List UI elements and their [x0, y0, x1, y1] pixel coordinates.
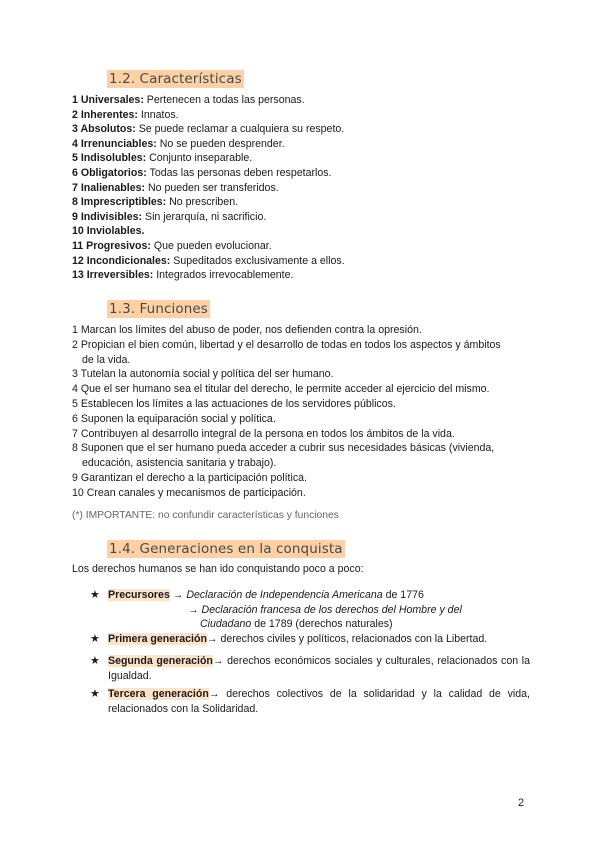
list-item: 8 Imprescriptibles: No prescriben. — [72, 196, 239, 209]
precursores-label: Precursores — [108, 589, 170, 601]
list-item: 4 Que el ser humano sea el titular del derecho, le permite acceder al ejercicio del mismo. — [72, 383, 490, 396]
list-item: 5 Indisolubles: Conjunto inseparable. — [72, 152, 253, 165]
list-item: 11 Progresivos: Que pueden evolucionar. — [72, 239, 272, 252]
page-number: 2 — [518, 797, 525, 809]
important-note: (*) IMPORTANTE: no confundir características y funciones — [72, 510, 339, 521]
list-item: 1 Marcan los límites del abuso de poder, nos defienden contra la opresión. — [72, 324, 422, 336]
list-item: 3 Tutelan la autonomía social y política del ser humano. — [72, 368, 334, 381]
list-item: 10 Crean canales y mecanismos de participación. — [72, 486, 306, 499]
star-bullet-icon: ★ — [90, 589, 100, 601]
list-item: 3 Absolutos: Se puede reclamar a cualquiera su respeto. — [72, 123, 345, 136]
star-bullet-icon: ★ — [90, 633, 100, 645]
heading-caracteristicas: 1.2. Características — [109, 71, 242, 87]
list-item: 4 Irrenunciables: No se pueden desprender. — [72, 137, 285, 150]
list-item: 8 Suponen que el ser humano pueda acceder a cubrir sus necesidades básicas (vivienda, educación, asistencia sanitaria y trabajo). — [72, 442, 495, 470]
list-item: 9 Garantizan el derecho a la participación política. — [72, 471, 307, 484]
primera-label: Primera generación — [108, 633, 207, 645]
list-item: 9 Indivisibles: Sin jerarquía, ni sacrificio. — [72, 210, 267, 223]
generation-tercera: ★ Tercera generación→ derechos colectivos de la solidaridad y la calidad de vida, relacionados con la Solidaridad. — [90, 688, 530, 715]
list-item: 10 Inviolables. — [72, 225, 145, 238]
list-item: 7 Inalienables: No pueden ser transferidos. — [72, 181, 279, 194]
generation-primera: ★ Primera generación→ derechos civiles y políticos, relacionados con la Libertad. — [90, 633, 488, 645]
list-item: 2 Inherentes: Innatos. — [72, 108, 179, 121]
generations-intro: Los derechos humanos se han ido conquistando poco a poco: — [72, 563, 364, 575]
tercera-label: Tercera generación — [108, 688, 209, 700]
characteristics-list — [72, 93, 532, 283]
list-item: 13 Irreversibles: Integrados irrevocablemente. — [72, 269, 294, 282]
generation-segunda: ★ Segunda generación→ derechos económicos sociales y culturales, relacionados con la Igualdad. — [90, 655, 531, 682]
list-item: 5 Establecen los límites a las actuaciones de los servidores públicos. — [72, 397, 396, 410]
list-item: 1 Universales: Pertenecen a todas las personas. — [72, 94, 305, 106]
list-item: 12 Incondicionales: Supeditados exclusivamente a ellos. — [72, 254, 345, 267]
functions-list — [72, 323, 532, 501]
star-bullet-icon: ★ — [90, 688, 100, 700]
generation-precursores: ★ Precursores → Declaración de Independencia Americana de 1776 → Declaración francesa de los derechos del Hombre y del Ciudadano de 1789 (derechos naturales) — [90, 589, 462, 631]
list-item: 2 Propician el bien común, libertad y el desarrollo de todas en todos los aspectos y ámbitos de la vida. — [72, 338, 501, 366]
star-bullet-icon: ★ — [90, 655, 100, 667]
list-item: 7 Contribuyen al desarrollo integral de la persona en todos los ámbitos de la vida. — [72, 427, 455, 440]
heading-funciones: 1.3. Funciones — [109, 301, 208, 317]
heading-generaciones: 1.4. Generaciones en la conquista — [109, 541, 343, 557]
segunda-label: Segunda generación — [108, 655, 213, 667]
list-item: 6 Suponen la equiparación social y política. — [72, 412, 276, 425]
list-item: 6 Obligatorios: Todas las personas deben respetarlos. — [72, 166, 332, 179]
